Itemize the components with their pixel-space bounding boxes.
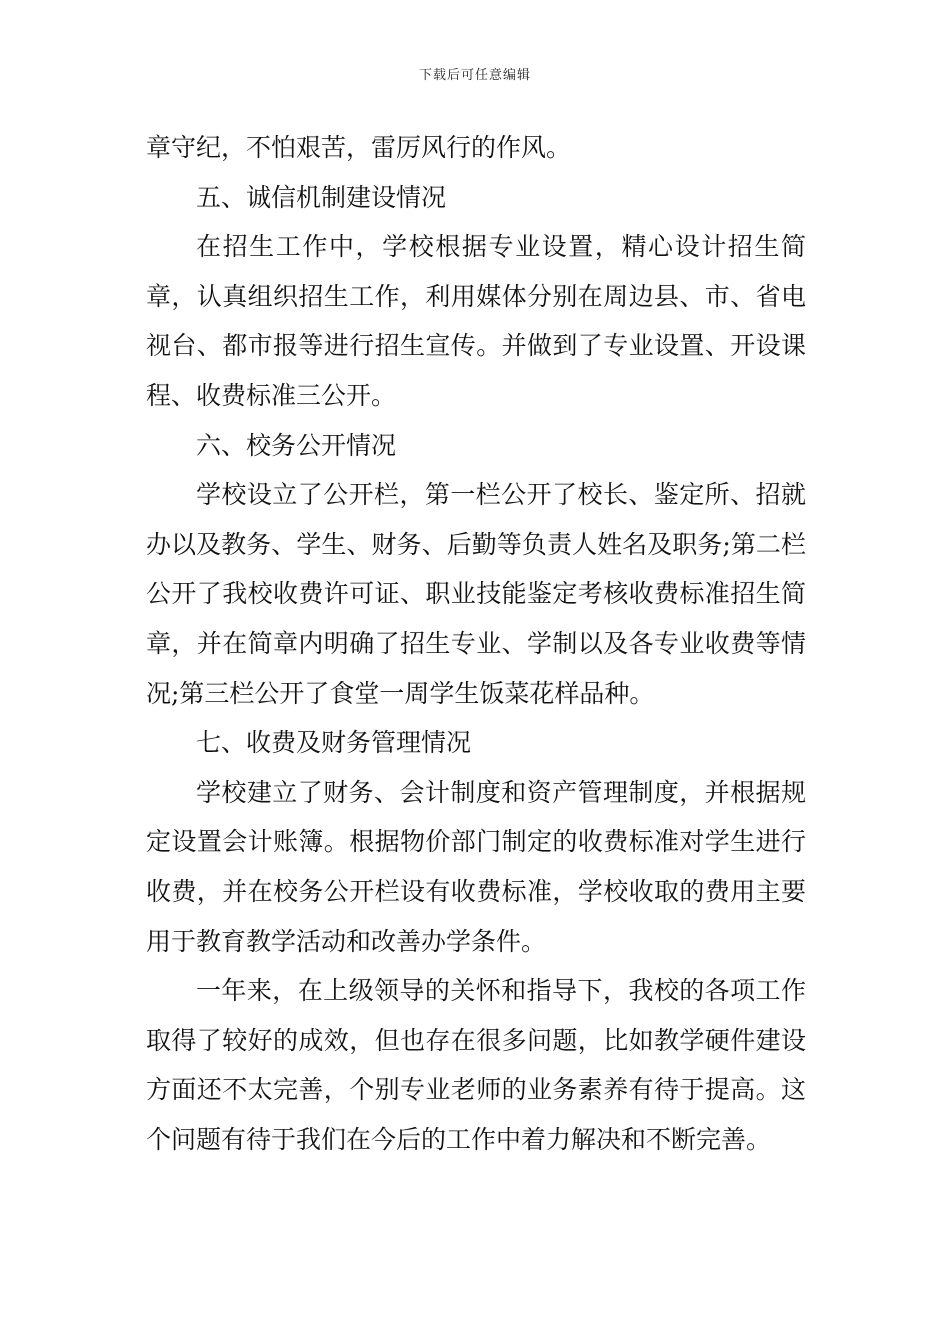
paragraph-integrity: 在招生工作中，学校根据专业设置，精心设计招生简章，认真组织招生工作，利用媒体分别在周边县、市、省电视台、都市报等进行招生宣传。并做到了专业设置、开设课程、收费标准三公开。 (146, 232, 806, 410)
section-heading-transparency: 六、校务公开情况 (196, 430, 397, 460)
paragraph-summary: 一年来，在上级领导的关怀和指导下，我校的各项工作取得了较好的成效，但也存在很多问题，比如教学硬件建设方面还不太完善，个别专业老师的业务素养有待于提高。这个问题有待于我们在今后的工作中着力解决和不断完善。 (146, 976, 806, 1154)
page-header: 下载后可任意编辑 (418, 68, 531, 83)
paragraph-transparency: 学校设立了公开栏，第一栏公开了校长、鉴定所、招就办以及教务、学生、财务、后勤等负责人姓名及职务;第二栏公开了我校收费许可证、职业技能鉴定考核收费标准招生简章，并在简章内明确了招生专业、学制以及各专业收费等情况;第三栏公开了食堂一周学生饭菜花样品种。 (146, 480, 806, 708)
section-heading-finance: 七、收费及财务管理情况 (196, 728, 472, 758)
paragraph-continuation: 章守纪，不怕艰苦，雷厉风行的作风。 (146, 133, 572, 162)
section-heading-integrity: 五、诚信机制建设情况 (196, 182, 447, 212)
document-body (146, 123, 806, 1164)
paragraph-finance: 学校建立了财务、会计制度和资产管理制度，并根据规定设置会计账簿。根据物价部门制定的收费标准对学生进行收费，并在校务公开栏设有收费标准，学校收取的费用主要用于教育教学活动和改善办学条件。 (146, 777, 806, 956)
